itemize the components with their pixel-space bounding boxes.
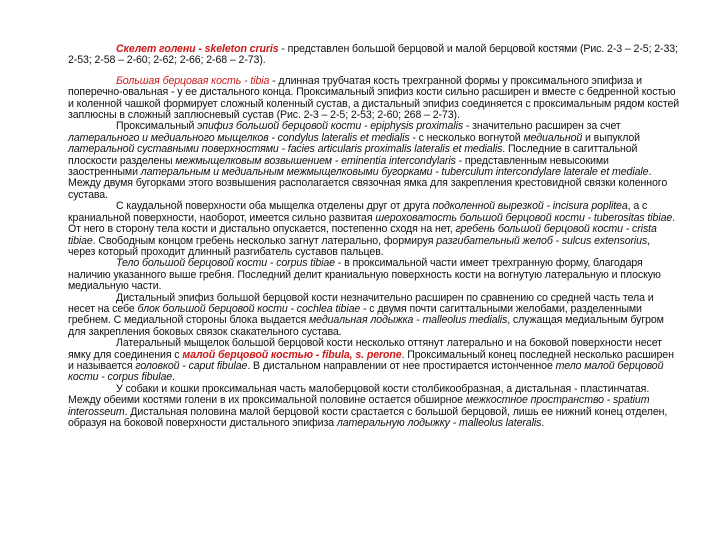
term-tuberculum-intercondylare: латеральным и медиальным межмыщелковыми бугорками - tuberculum intercondylare laterale et mediale <box>140 166 649 179</box>
paragraph-text: . От него в сторону тела кости и дистально опускается, постепенно сходя на нет, <box>68 211 675 236</box>
term-fibula: малой берцовой костью - fibula, s. perone <box>182 348 402 361</box>
term-spatium-interosseum: межкостное пространство - spatium interosseum <box>68 394 650 418</box>
paragraph-text: - с двумя почти сагиттальными желобами, разделенными гребнем. С медиальной стороны блока выдается <box>68 302 642 327</box>
paragraph-text: , служащая медиальным бугром для закрепления боковых связок скакательного сустава. <box>68 314 664 338</box>
paragraph-text: , через который проходит длинный разгибатель суставов пальцев. <box>68 234 651 258</box>
paragraph-text: . Последние в сагиттальной плоскости разделены <box>68 143 638 167</box>
paragraph-text: и выпуклой <box>582 131 640 144</box>
document-page <box>68 44 680 429</box>
term-malleolus-lateralis: латеральную лодыжку - malleolus lateralis <box>336 417 542 429</box>
paragraph-dog-cat <box>68 384 680 430</box>
term-crista-tibiae: гребень большой берцовой кости - crista tibiae <box>68 223 657 247</box>
paragraph-distal-epiphysis <box>68 293 680 339</box>
paragraph-text: . <box>541 417 545 429</box>
paragraph-text: - значительно расширен за счет <box>463 120 621 133</box>
paragraph-text: Проксимальный <box>116 120 198 133</box>
paragraph-text: , а с краниальной поверхности, наоборот, имеется сильно развитая <box>68 200 648 224</box>
term-cochlea-tibiae: блок большой берцовой кости - cochlea tibiae <box>137 302 361 315</box>
term-facies-articularis: латеральной суставными поверхностями - facies articularis proximalis lateralis et medialis <box>68 143 503 156</box>
paragraph-text: . Проксимальный конец последней несколько расширен и называется <box>68 348 674 372</box>
paragraph-text: С каудальной поверхности оба мыщелка отделены друг от друга <box>116 200 433 213</box>
term-tibia: Большая берцовая кость - tibia <box>116 74 270 87</box>
term-skeleton-cruris: Скелет голени - skeleton cruris <box>116 43 279 55</box>
term-medial: медиальной <box>523 131 583 144</box>
paragraph-text: Дистальный эпифиз большой берцовой кости незначительно расширен по сравнению со средней часть тела и несет на себе <box>68 291 654 315</box>
paragraph-text: - представлен большой берцовой и малой берцовой костями (Рис. 2-3 – 2-5; 2-33; 2-53; 2-58 – 2-60; 2-62; 2-66; 2-68 – 2-73). <box>68 43 678 67</box>
term-tuberositas-tibiae: шероховатость большой берцовой кости - tuberositas tibiae <box>375 211 673 224</box>
term-malleolus-medialis: медиальная лодыжка - malleolus medialis <box>309 314 508 327</box>
term-condylus: латерального и медиального мыщелков - condylus lateralis et medialis <box>68 131 410 144</box>
paragraph-text: . Свободным концом гребень несколько загнут латерально, формируя <box>92 234 437 247</box>
paragraph-skeleton-cruris <box>68 44 680 67</box>
term-corpus-fibulae: тело малой берцовой кости - corpus fibulae <box>68 359 664 384</box>
paragraph-text: . Дистальная половина малой берцовой кости срастается с большой берцовой, лишь ее нижний конец отделен, образуя на боковой поверхности дистального эпифиза <box>68 405 668 429</box>
paragraph-text: Латеральный мыщелок большой берцовой кости несколько оттянут латерально и на боковой поверхности несет ямку для соединения с <box>68 337 662 361</box>
paragraph-fibula <box>68 338 680 384</box>
paragraph-tibia <box>68 76 680 122</box>
term-eminentia-intercondylaris: межмыщелковым возвышением - eminentia intercondylaris <box>175 154 456 167</box>
paragraph-text: . <box>172 371 175 384</box>
paragraph-proximal-epiphysis <box>68 121 680 201</box>
paragraph-text: У собаки и кошки проксимальная часть малоберцовой кости столбикообразная, а дистальная - пластинчатая. Между обеими костями голени в их проксимальной половине остается обширное <box>68 382 650 407</box>
term-sulcus-extensorius: разгибательный желоб - sulcus extensorius <box>436 234 648 247</box>
term-incisura-poplitea: подколенной вырезкой - incisura poplitea <box>432 200 628 213</box>
term-corpus-tibiae: Тело большой берцовой кости - corpus tibiae <box>116 257 335 270</box>
paragraph-corpus-tibiae <box>68 258 680 292</box>
paragraph-text: - представленным невысокими заостренными <box>68 154 609 179</box>
term-epiphysis-proximalis: эпифиз большой берцовой кости - epiphysis proximalis <box>197 120 464 133</box>
paragraph-text: - с несколько вогнутой <box>409 131 524 144</box>
paragraph-text: - в проксимальной части имеет трехгранную форму, благодаря наличию указанного выше гребня. Последний делит краниальную поверхность кости на вогнутую латеральную и плоскую медиальную части. <box>68 257 661 293</box>
paragraph-caudal-surface <box>68 201 680 258</box>
paragraph-text: . Между двумя бугорками этого возвышения располагается связочная ямка для закрепления крестовидной связки коленного сустава. <box>68 166 668 201</box>
paragraph-text: - длинная трубчатая кость трехгранной формы у проксимального эпифиза и поперечно-овальная - у ее дистального конца. Проксимальный эпифиз кости сильно расширен и вместе с бедренной костью и коленной чашкой формирует сложный коленный сустав, а дистальный эпифиз соединяется с проксимальным рядом костей заплюсны в сложный заплюсневый сустав (Рис. 2-3 – 2-5; 2-53; 2-60; 268 – 2-73). <box>68 74 680 122</box>
term-caput-fibulae: головкой - caput fibulae <box>135 359 248 372</box>
paragraph-text: . В дистальном направлении от нее простирается истонченное <box>247 359 556 372</box>
